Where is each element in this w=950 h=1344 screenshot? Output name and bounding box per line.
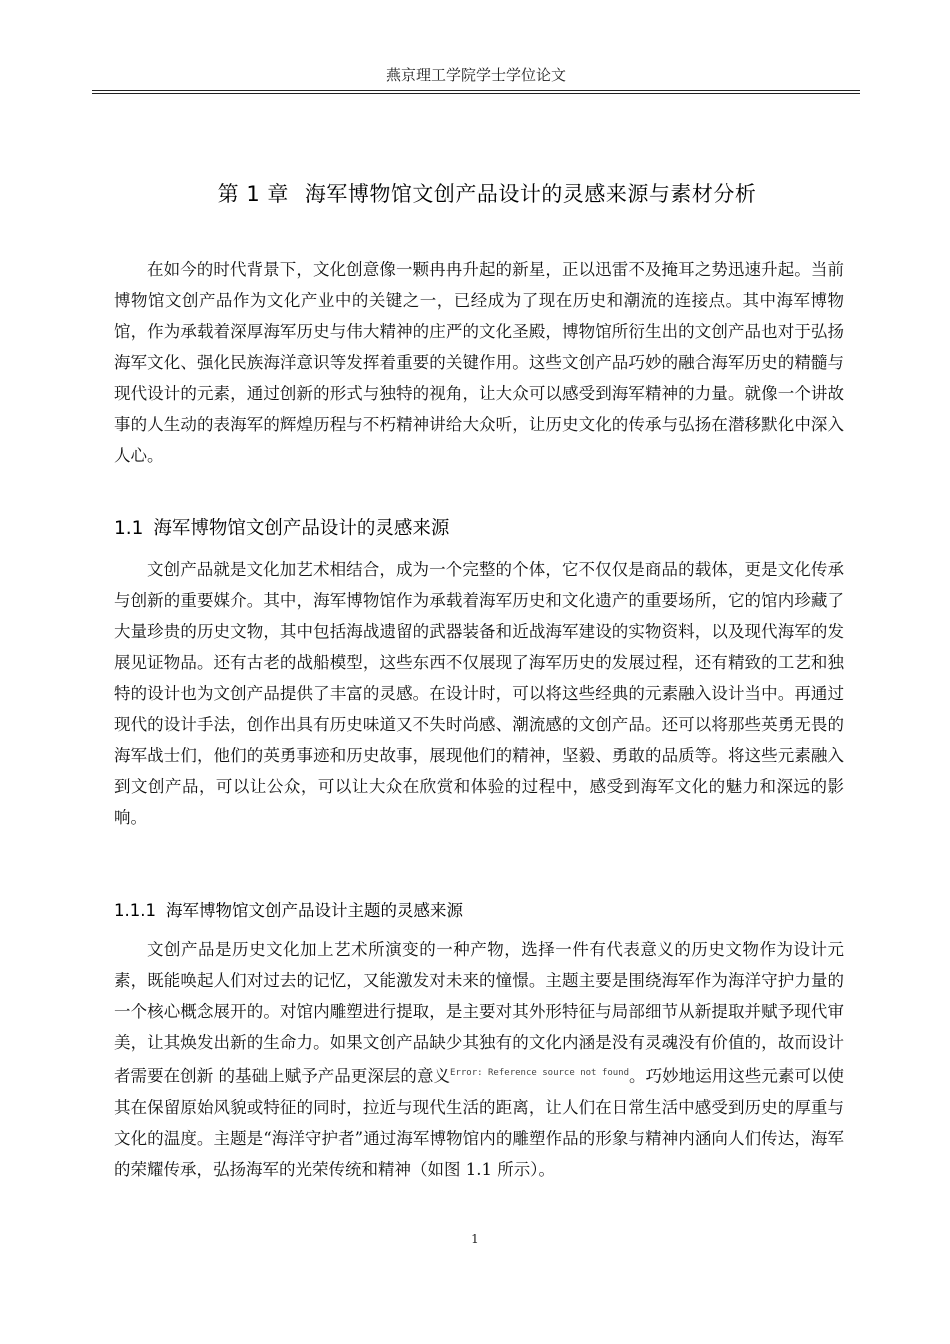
reference-error-field: Error: Reference source not found	[450, 1068, 630, 1078]
subsection-title: 海军博物馆文创产品设计主题的灵感来源	[165, 901, 463, 920]
intro-paragraph: 在如今的时代背景下，文化创意像一颗冉冉升起的新星，正以迅雷不及掩耳之势迅速升起。当前博物馆文创产品作为文化产业中的关键之一，已经成为了现在历史和潮流的连接点。其中海军博物馆，作为承载着深厚海军历史与伟大精神的庄严的文化圣殿，博物馆所衍生出的文创产品也对于弘扬海军文化、强化民族海洋意识等发挥着重要的关键作用。这些文创产品巧妙的融合海军历史的精髓与现代设计的元素，通过创新的形式与独特的视角，让大众可以感受到海军精神的力量。就像一个讲故事的人生动的表海军的辉煌历程与不朽精神讲给大众听，让历史文化的传承与弘扬在潜移默化中深入人心。	[114, 260, 844, 465]
chapter-number: 第 1 章	[217, 182, 289, 206]
section-heading-1-1	[114, 514, 449, 540]
section-heading-1-1-1	[114, 897, 463, 921]
paragraph-text-after-ref: 。巧妙地运用这些元素可以使其在保留原始风貌或特征的同时，拉近与现代生活的距离，让人们在日常生活中感受到历史的厚重与文化的温度。主题是“海洋守护者”通过海军博物馆内的雕塑作品的形象与精神内涵向人们传达，海军的荣耀传承，弘扬海军的光荣传统和精神（如图 1.1 所示）。	[114, 1066, 845, 1179]
section-1-1-1-paragraph	[114, 934, 844, 1185]
chapter-title-text: 海军博物馆文创产品设计的灵感来源与素材分析	[304, 182, 757, 206]
page-number: 1	[471, 1232, 479, 1246]
section-number: 1.1	[114, 518, 144, 539]
running-header: 燕京理工学院学士学位论文	[92, 64, 860, 94]
paragraph-text-before-ref: 文创产品是历史文化加上艺术所演变的一种产物，选择一件有代表意义的历史文物作为设计元素，既能唤起人们对过去的记忆，又能激发对未来的憧憬。主题主要是围绕海军作为海洋守护力量的一个核心概念展开的。对馆内雕塑进行提取，是主要对其外形特征与局部细节从新提取并赋予现代审美，让其焕发出新的生命力。如果文创产品缺少其独有的文化内涵是没有灵魂没有价值的，故而设计者需要在创新 的基础上赋予产品更深层的意义	[114, 940, 844, 1086]
section-title: 海军博物馆文创产品设计的灵感来源	[153, 518, 450, 539]
header-rule	[92, 90, 860, 91]
chapter-title	[92, 178, 882, 208]
subsection-number: 1.1.1	[114, 901, 156, 920]
section-1-1-paragraph: 文创产品就是文化加艺术相结合，成为一个完整的个体，它不仅仅是商品的载体，更是文化传承与创新的重要媒介。其中，海军博物馆作为承载着海军历史和文化遗产的重要场所，它的馆内珍藏了大量珍贵的历史文物，其中包括海战遗留的武器装备和近战海军建设的实物资料，以及现代海军的发展见证物品。还有古老的战船模型，这些东西不仅展现了海军历史的发展过程，还有精致的工艺和独特的设计也为文创产品提供了丰富的灵感。在设计时，可以将这些经典的元素融入设计当中。再通过现代的设计手法，创作出具有历史味道又不失时尚感、潮流感的文创产品。还可以将那些英勇无畏的海军战士们，他们的英勇事迹和历史故事，展现他们的精神，坚毅、勇敢的品质等。将这些元素融入到文创产品，可以让公众，可以让大众在欣赏和体验的过程中，感受到海军文化的魅力和深远的影响。	[114, 560, 844, 827]
